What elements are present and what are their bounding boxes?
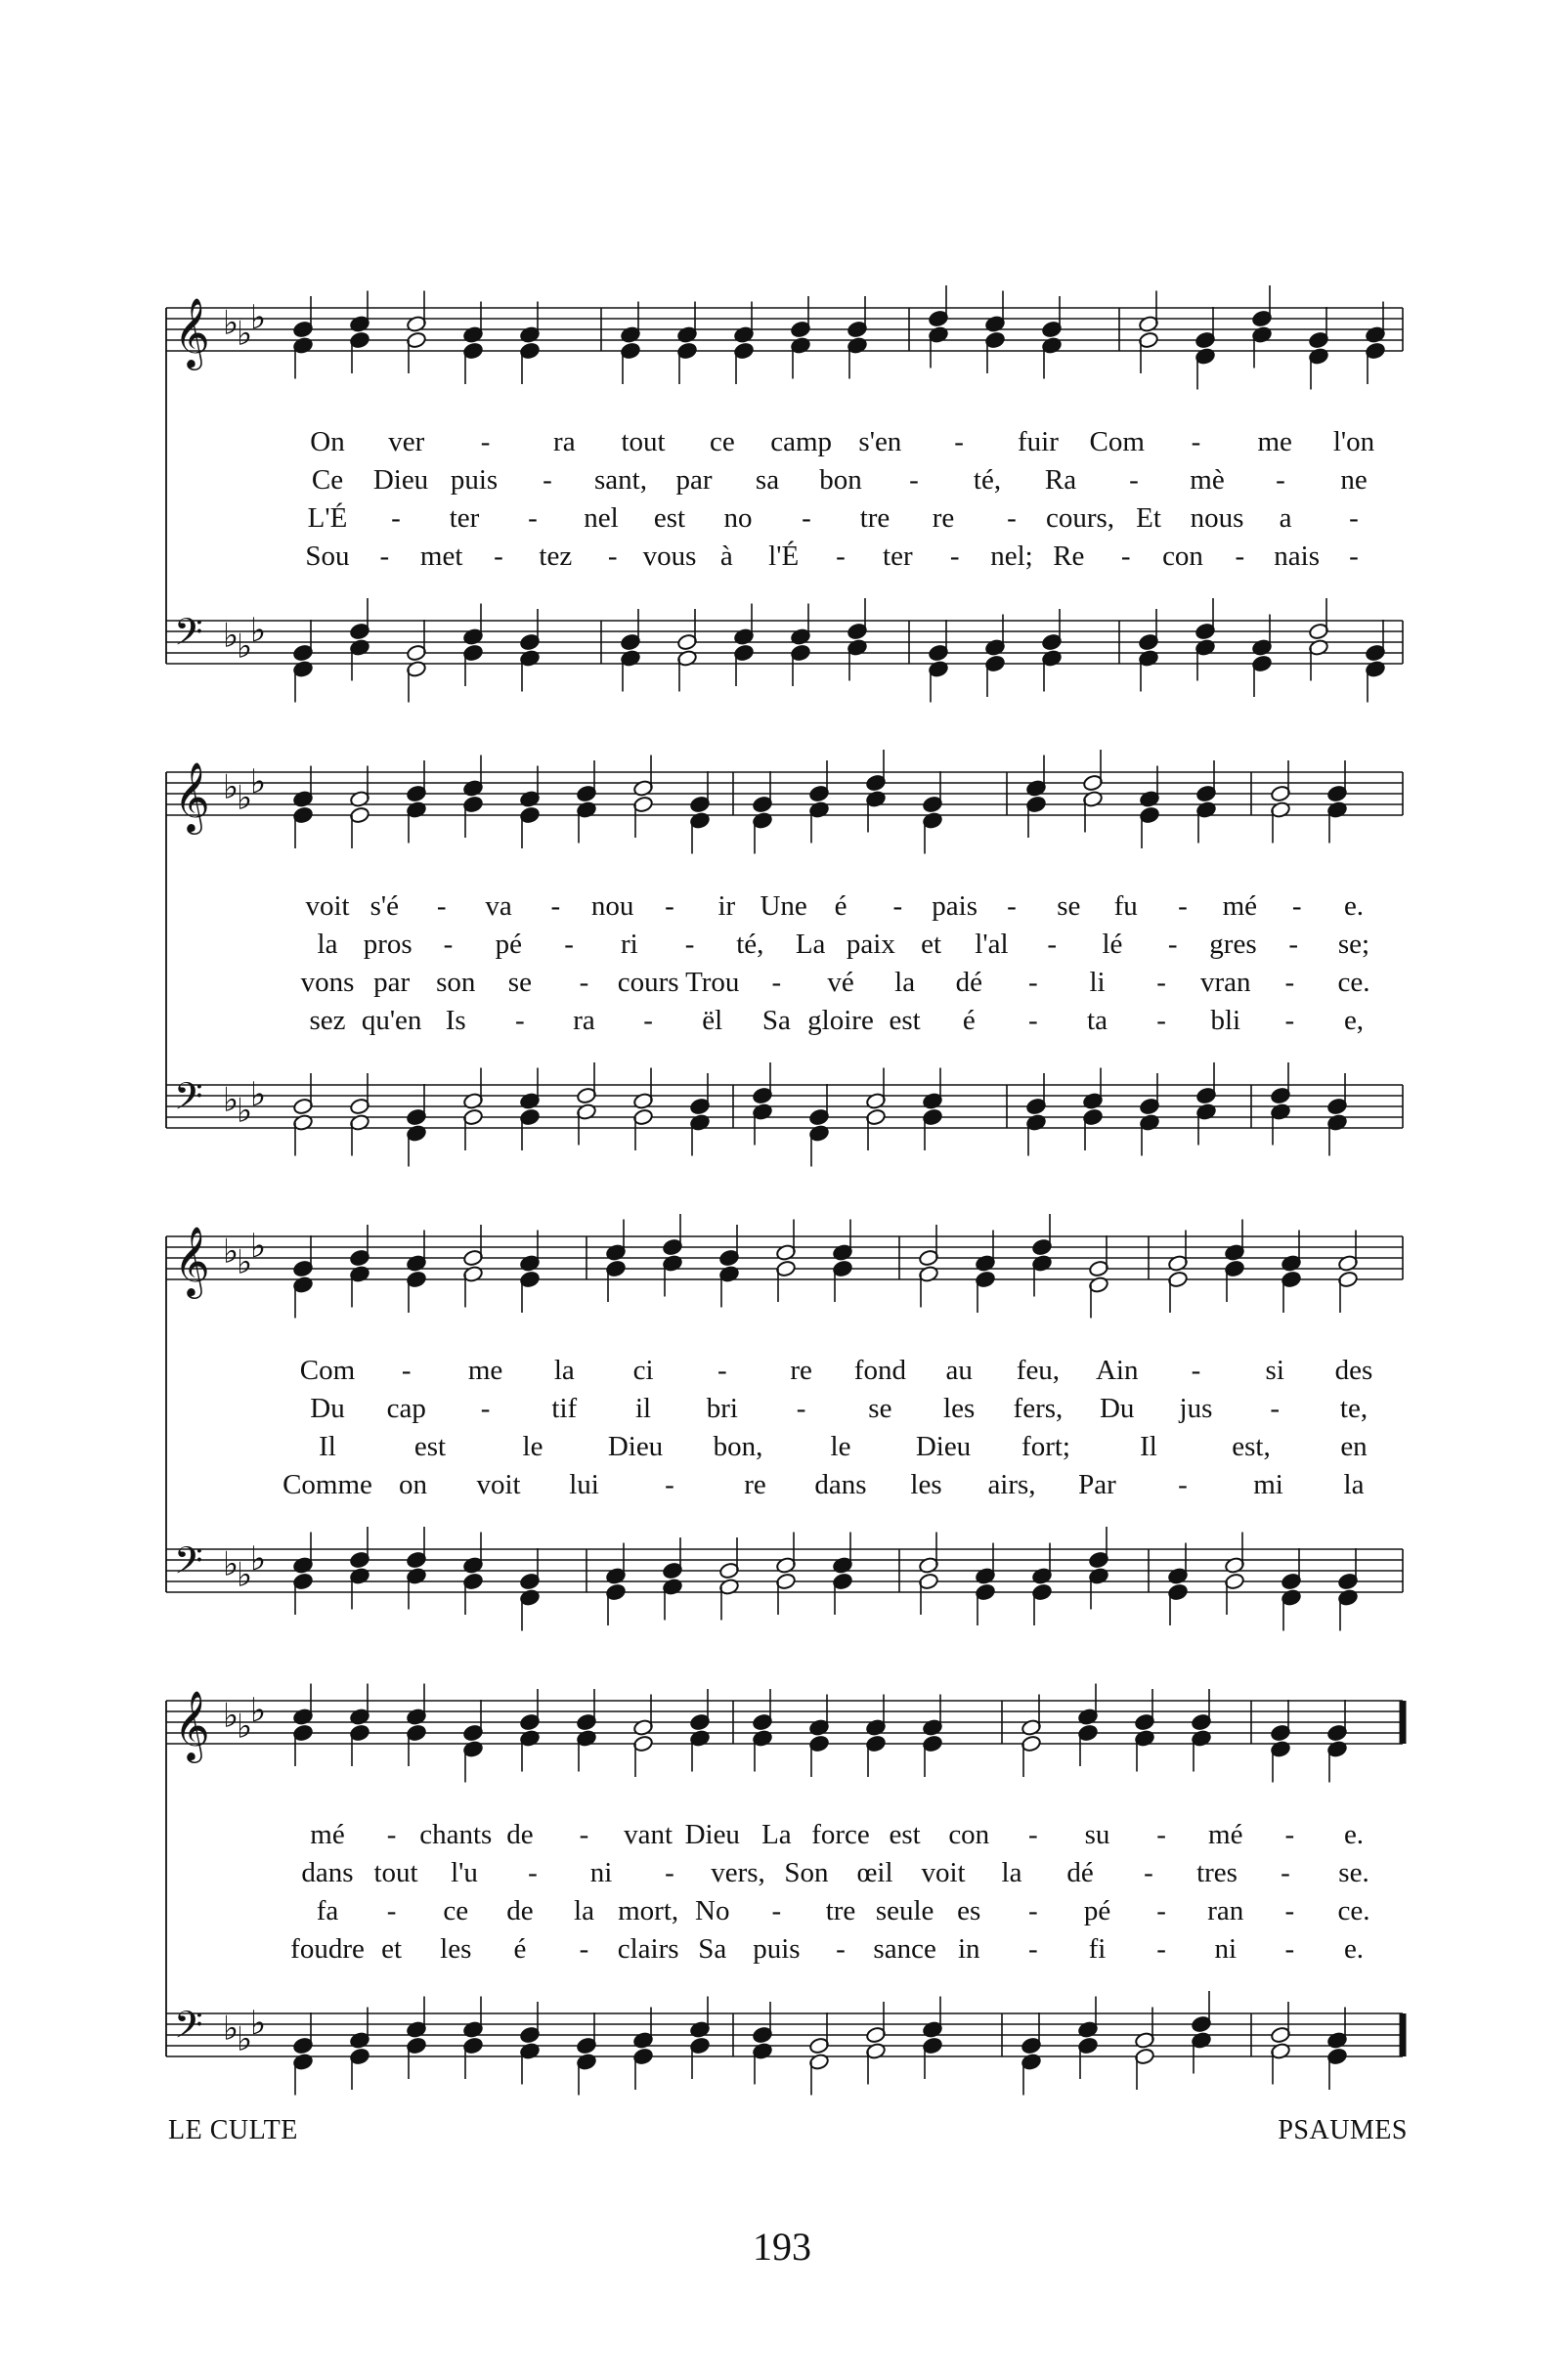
lyric-syllable: voit <box>921 1857 966 1888</box>
clef-icon: 𝄞 <box>174 296 210 368</box>
lyric-syllable: - <box>836 1933 846 1965</box>
lyric-syllable: - <box>665 890 674 922</box>
lyric-syllable: - <box>771 967 782 998</box>
clef-icon: 𝄞 <box>174 1225 210 1296</box>
lyric-syllable: - <box>550 890 561 922</box>
lyric-syllable: la <box>894 967 916 998</box>
lyric-syllable: mé <box>310 1819 345 1850</box>
lyric-syllable: ver <box>388 426 425 457</box>
lyric-syllable: ne <box>1340 464 1368 496</box>
lyric-syllable: - <box>401 1355 412 1386</box>
lyric-syllable: nel; <box>990 541 1033 572</box>
lyric-syllable: ci <box>632 1355 654 1386</box>
flat-sign-icon: ♭ <box>237 1091 253 1131</box>
lyric-syllable: - <box>1167 929 1178 960</box>
lyric-syllable: l'on <box>1332 426 1375 457</box>
lyric-syllable: vers, <box>711 1857 765 1888</box>
lyric-syllable: les <box>943 1393 976 1424</box>
lyric-syllable: nous <box>1190 502 1244 534</box>
lyric-syllable: re <box>932 502 955 534</box>
lyric-syllable: bri <box>706 1393 738 1424</box>
lyric-syllable: Sa <box>698 1933 727 1965</box>
lyric-syllable: Ce <box>311 464 344 496</box>
lyric-syllable: in <box>957 1933 980 1965</box>
lyric-syllable: tif <box>551 1393 578 1424</box>
lyric-syllable: est <box>413 1431 447 1462</box>
lyric-syllable: tout <box>373 1857 418 1888</box>
lyric-syllable: Re <box>1053 541 1085 572</box>
lyric-syllable: - <box>436 890 447 922</box>
lyric-syllable: s'en <box>858 426 902 457</box>
lyric-syllable: me <box>1257 426 1292 457</box>
page-number: 193 <box>753 2225 811 2269</box>
lyric-syllable: a <box>1279 502 1292 534</box>
lyric-syllable: - <box>1129 464 1139 496</box>
lyric-syllable: - <box>1047 929 1058 960</box>
lyric-syllable: - <box>1156 1819 1166 1850</box>
lyric-syllable: dé <box>955 967 982 998</box>
lyrics-block <box>0 1212 1564 1681</box>
lyric-syllable: ce. <box>1337 1895 1370 1926</box>
lyric-syllable: Sou <box>305 541 350 572</box>
lyric-syllable: fa <box>316 1895 339 1926</box>
lyrics-block <box>0 283 1564 753</box>
flat-sign-icon: ♭ <box>223 2009 239 2049</box>
lyric-syllable: voit <box>305 890 350 922</box>
flat-sign-icon: ♭ <box>237 778 253 818</box>
lyric-syllable: ra <box>573 1005 595 1036</box>
lyric-syllable: Et <box>1136 502 1161 534</box>
flat-sign-icon: ♭ <box>223 616 239 656</box>
lyric-syllable: mi <box>1253 1469 1283 1500</box>
lyric-syllable: - <box>494 541 503 572</box>
lyric-syllable: est <box>653 502 686 534</box>
lyric-syllable: pé <box>1083 1895 1111 1926</box>
lyric-syllable: la <box>317 929 338 960</box>
lyric-syllable: nel <box>584 502 619 534</box>
lyric-syllable: la <box>553 1355 575 1386</box>
lyric-syllable: la <box>1343 1469 1365 1500</box>
flat-sign-icon: ♭ <box>250 1691 267 1730</box>
lyric-syllable: ce <box>443 1895 469 1926</box>
lyric-syllable: é <box>962 1005 976 1036</box>
lyric-syllable: bli <box>1210 1005 1241 1036</box>
lyric-syllable: fort; <box>1021 1431 1070 1462</box>
flat-sign-icon: ♭ <box>237 627 253 667</box>
lyric-syllable: - <box>528 1857 538 1888</box>
lyric-syllable: ter <box>449 502 480 534</box>
lyric-syllable: tout <box>621 426 666 457</box>
lyric-syllable: La <box>795 929 826 960</box>
lyric-syllable: L'É <box>307 502 348 534</box>
lyric-syllable: ce. <box>1337 967 1370 998</box>
flat-sign-icon: ♭ <box>223 1696 239 1736</box>
music-system-3 <box>0 1212 1564 1681</box>
lyric-syllable: lui <box>569 1469 599 1500</box>
lyric-syllable: ran <box>1207 1895 1244 1926</box>
lyric-syllable: - <box>579 1819 589 1850</box>
lyric-syllable: fuir <box>1017 426 1059 457</box>
lyric-syllable: - <box>643 1005 653 1036</box>
lyric-syllable: - <box>954 426 964 457</box>
lyric-syllable: su <box>1084 1819 1110 1850</box>
lyric-syllable: con <box>948 1819 990 1850</box>
flat-sign-icon: ♭ <box>223 1080 239 1120</box>
lyric-syllable: é <box>513 1933 527 1965</box>
lyric-syllable: - <box>1284 967 1295 998</box>
lyric-syllable: - <box>1349 502 1359 534</box>
footer-section-right: PSAUMES <box>1278 2115 1408 2145</box>
lyric-syllable: chants <box>419 1819 493 1850</box>
lyric-syllable: puis <box>450 464 499 496</box>
lyric-syllable: ni <box>589 1857 613 1888</box>
lyric-syllable: - <box>515 1005 525 1036</box>
lyric-syllable: les <box>440 1933 472 1965</box>
lyric-syllable: - <box>1191 1355 1201 1386</box>
lyric-syllable: e. <box>1343 1819 1365 1850</box>
lyric-syllable: sance <box>873 1933 936 1965</box>
lyric-syllable: vous <box>642 541 697 572</box>
music-system-1 <box>0 283 1564 753</box>
clef-icon: 𝄞 <box>174 760 210 832</box>
lyric-syllable: - <box>1281 1857 1290 1888</box>
lyric-syllable: - <box>949 541 960 572</box>
flat-sign-icon: ♭ <box>223 303 239 343</box>
lyric-syllable: dans <box>301 1857 354 1888</box>
lyric-syllable: seule <box>875 1895 934 1926</box>
lyric-syllable: Par <box>1078 1469 1116 1500</box>
lyric-syllable: - <box>1156 1933 1166 1965</box>
lyric-syllable: - <box>386 1895 397 1926</box>
lyric-syllable: Sa <box>761 1005 791 1036</box>
lyric-syllable: Dieu <box>607 1431 664 1462</box>
lyric-syllable: est <box>889 1819 921 1850</box>
lyric-syllable: met <box>419 541 463 572</box>
lyric-syllable: - <box>684 929 695 960</box>
lyric-syllable: e. <box>1343 890 1365 922</box>
lyric-syllable: e, <box>1343 1005 1365 1036</box>
lyric-syllable: ta <box>1087 1005 1108 1036</box>
lyric-syllable: puis <box>753 1933 801 1965</box>
lyric-syllable: - <box>1156 1895 1166 1926</box>
lyric-syllable: sa <box>755 464 780 496</box>
lyric-syllable: vé <box>827 967 854 998</box>
lyric-syllable: - <box>386 1819 397 1850</box>
lyric-syllable: ni <box>1214 1933 1238 1965</box>
lyric-syllable: re <box>790 1355 812 1386</box>
lyric-syllable: - <box>1178 890 1188 922</box>
lyric-syllable: des <box>1334 1355 1373 1386</box>
lyric-syllable: - <box>802 502 811 534</box>
lyric-syllable: - <box>480 1393 491 1424</box>
lyric-syllable: Is <box>445 1005 466 1036</box>
flat-sign-icon: ♭ <box>237 1707 253 1747</box>
lyric-syllable: le <box>830 1431 851 1462</box>
lyric-syllable: mè <box>1190 464 1225 496</box>
lyric-syllable: On <box>310 426 345 457</box>
lyric-syllable: ra <box>553 426 576 457</box>
flat-sign-icon: ♭ <box>250 1075 267 1114</box>
flat-sign-icon: ♭ <box>250 1539 267 1579</box>
lyric-syllable: vons <box>300 967 355 998</box>
lyric-syllable: cap <box>386 1393 426 1424</box>
lyric-syllable: - <box>528 502 538 534</box>
lyric-syllable: Comme <box>282 1469 372 1500</box>
lyric-syllable: fers, <box>1013 1393 1064 1424</box>
lyric-syllable: Il <box>1140 1431 1157 1462</box>
lyric-syllable: Dieu <box>684 1819 740 1850</box>
lyric-syllable: œil <box>856 1857 893 1888</box>
lyric-syllable: - <box>1028 1005 1038 1036</box>
lyric-syllable: pros <box>363 929 413 960</box>
lyric-syllable: - <box>1028 1895 1038 1926</box>
clef-icon: 𝄢 <box>174 1538 203 1591</box>
lyric-syllable: par <box>675 464 713 496</box>
music-system-4 <box>0 1676 1564 2145</box>
lyric-syllable: - <box>1191 426 1201 457</box>
lyric-syllable: nais <box>1274 541 1321 572</box>
lyric-syllable: le <box>522 1431 543 1462</box>
lyric-syllable: Il <box>319 1431 336 1462</box>
lyric-syllable: foudre <box>290 1933 365 1965</box>
lyric-syllable: est <box>889 1005 921 1036</box>
lyric-syllable: clairs <box>617 1933 679 1965</box>
lyric-syllable: Com <box>299 1355 356 1386</box>
lyric-syllable: - <box>892 890 903 922</box>
clef-icon: 𝄞 <box>174 1689 210 1760</box>
lyrics-block <box>0 748 1564 1217</box>
lyric-syllable: - <box>1284 1005 1295 1036</box>
lyric-syllable: fond <box>853 1355 906 1386</box>
lyric-syllable: paix <box>846 929 895 960</box>
lyric-syllable: son <box>436 967 476 998</box>
lyric-syllable: - <box>665 1857 674 1888</box>
lyric-syllable: Du <box>310 1393 345 1424</box>
lyric-syllable: mé <box>1208 1819 1243 1850</box>
lyric-syllable: lé <box>1102 929 1123 960</box>
lyric-syllable: Une <box>760 890 807 922</box>
lyric-syllable: - <box>1284 1933 1295 1965</box>
lyric-syllable: force <box>811 1819 870 1850</box>
lyric-syllable: Trou <box>685 967 740 998</box>
lyric-syllable: Ain <box>1095 1355 1139 1386</box>
lyric-syllable: - <box>564 929 574 960</box>
lyric-syllable: tre <box>859 502 891 534</box>
lyric-syllable: tre <box>825 1895 856 1926</box>
lyric-syllable: l'u <box>451 1857 478 1888</box>
lyric-syllable: au <box>945 1355 973 1386</box>
lyric-syllable: cours, <box>1045 502 1115 534</box>
lyric-syllable: Com <box>1089 426 1145 457</box>
lyric-syllable: si <box>1265 1355 1284 1386</box>
lyric-syllable: - <box>1028 967 1038 998</box>
lyric-syllable: ter <box>883 541 913 572</box>
lyric-syllable: de <box>506 1895 534 1926</box>
lyric-syllable: ël <box>702 1005 723 1036</box>
lyric-syllable: vant <box>624 1819 673 1850</box>
lyric-syllable: con <box>1162 541 1203 572</box>
lyric-syllable: va <box>485 890 512 922</box>
flat-sign-icon: ♭ <box>250 762 267 801</box>
lyric-syllable: est, <box>1232 1431 1271 1462</box>
lyric-syllable: Du <box>1099 1393 1135 1424</box>
lyric-syllable: Dieu <box>915 1431 972 1462</box>
lyric-syllable: - <box>1120 541 1131 572</box>
lyric-syllable: ir <box>717 890 736 922</box>
flat-sign-icon: ♭ <box>223 1544 239 1584</box>
lyric-syllable: cours <box>617 967 679 998</box>
flat-sign-icon: ♭ <box>237 1555 253 1595</box>
lyric-syllable: fu <box>1113 890 1138 922</box>
lyric-syllable: de <box>506 1819 534 1850</box>
lyric-syllable: la <box>574 1895 594 1926</box>
lyric-syllable: - <box>1156 967 1166 998</box>
lyric-syllable: - <box>1284 1895 1295 1926</box>
lyric-syllable: - <box>796 1393 806 1424</box>
lyric-syllable: - <box>1007 502 1017 534</box>
lyric-syllable: - <box>909 464 919 496</box>
clef-icon: 𝄢 <box>174 1074 203 1127</box>
lyric-syllable: no <box>723 502 753 534</box>
lyric-syllable: fi <box>1088 1933 1107 1965</box>
lyric-syllable: e. <box>1343 1933 1365 1965</box>
lyric-syllable: - <box>771 1895 782 1926</box>
lyric-syllable: - <box>717 1355 727 1386</box>
lyric-syllable: No <box>695 1895 730 1926</box>
lyric-syllable: - <box>607 541 618 572</box>
lyric-syllable: é <box>834 890 847 922</box>
lyric-syllable: - <box>1156 1005 1166 1036</box>
lyric-syllable: - <box>480 426 491 457</box>
lyric-syllable: pé <box>495 929 522 960</box>
clef-icon: 𝄢 <box>174 2003 203 2055</box>
lyric-syllable: pais <box>932 890 978 922</box>
music-system-2 <box>0 748 1564 1217</box>
flat-sign-icon: ♭ <box>237 314 253 354</box>
lyric-syllable: Ra <box>1044 464 1077 496</box>
lyric-syllable: la <box>1001 1857 1022 1888</box>
lyric-syllable: se; <box>1337 929 1370 960</box>
lyric-syllable: qu'en <box>361 1005 422 1036</box>
lyric-syllable: se <box>1057 890 1081 922</box>
lyric-syllable: té, <box>736 929 764 960</box>
lyric-syllable: - <box>579 1933 589 1965</box>
flat-sign-icon: ♭ <box>250 298 267 337</box>
lyric-syllable: - <box>543 464 552 496</box>
lyric-syllable: tez <box>539 541 573 572</box>
flat-sign-icon: ♭ <box>250 611 267 650</box>
lyric-syllable: re <box>744 1469 766 1500</box>
lyric-syllable: on <box>399 1469 427 1500</box>
lyric-syllable: il <box>635 1393 652 1424</box>
lyric-syllable: sez <box>309 1005 346 1036</box>
lyric-syllable: camp <box>770 426 833 457</box>
lyric-syllable: - <box>665 1469 674 1500</box>
lyric-syllable: - <box>1284 1819 1295 1850</box>
lyric-syllable: s'é <box>369 890 400 922</box>
lyric-syllable: - <box>1276 464 1285 496</box>
flat-sign-icon: ♭ <box>237 2019 253 2059</box>
lyric-syllable: vran <box>1199 967 1251 998</box>
lyric-syllable: li <box>1089 967 1106 998</box>
lyric-syllable: nou <box>590 890 634 922</box>
lyrics-block <box>0 1676 1564 2145</box>
lyric-syllable: en <box>1340 1431 1368 1462</box>
clef-icon: 𝄢 <box>174 610 203 663</box>
lyric-syllable: se. <box>1338 1857 1369 1888</box>
lyric-syllable: - <box>1028 1933 1038 1965</box>
flat-sign-icon: ♭ <box>223 1232 239 1272</box>
lyric-syllable: - <box>1291 890 1302 922</box>
lyric-syllable: - <box>579 967 589 998</box>
footer-section-left: LE CULTE <box>168 2115 298 2145</box>
lyric-syllable: feu, <box>1016 1355 1061 1386</box>
lyric-syllable: - <box>1007 890 1017 922</box>
lyric-syllable: - <box>1178 1469 1188 1500</box>
lyric-syllable: et <box>921 929 942 960</box>
lyric-syllable: jus <box>1179 1393 1213 1424</box>
lyric-syllable: - <box>1270 1393 1281 1424</box>
lyric-syllable: sant, <box>594 464 647 496</box>
lyric-syllable: les <box>910 1469 942 1500</box>
lyric-syllable: - <box>836 541 846 572</box>
lyric-syllable: dans <box>814 1469 867 1500</box>
flat-sign-icon: ♭ <box>223 767 239 807</box>
lyric-syllable: à <box>719 541 733 572</box>
lyric-syllable: mé <box>1222 890 1258 922</box>
lyric-syllable: gres <box>1209 929 1257 960</box>
lyric-syllable: - <box>1028 1819 1038 1850</box>
lyric-syllable: se <box>507 967 532 998</box>
flat-sign-icon: ♭ <box>250 2004 267 2043</box>
flat-sign-icon: ♭ <box>237 1242 253 1282</box>
lyric-syllable: dé <box>1066 1857 1094 1888</box>
lyric-syllable: mort, <box>618 1895 679 1926</box>
lyric-syllable: airs, <box>987 1469 1036 1500</box>
lyric-syllable: te, <box>1339 1393 1368 1424</box>
lyric-syllable: me <box>467 1355 503 1386</box>
lyric-syllable: té, <box>973 464 1002 496</box>
lyric-syllable: La <box>761 1819 792 1850</box>
lyric-syllable: - <box>391 502 401 534</box>
lyric-syllable: bon <box>819 464 862 496</box>
lyric-syllable: - <box>1349 541 1359 572</box>
lyric-syllable: voit <box>476 1469 521 1500</box>
lyric-syllable: se <box>868 1393 892 1424</box>
lyric-syllable: Dieu <box>372 464 429 496</box>
lyric-syllable: et <box>381 1933 403 1965</box>
lyric-syllable: - <box>379 541 390 572</box>
flat-sign-icon: ♭ <box>250 1227 267 1266</box>
lyric-syllable: Son <box>784 1857 829 1888</box>
lyric-syllable: ri <box>620 929 638 960</box>
lyric-syllable: par <box>373 967 411 998</box>
lyric-syllable: tres <box>1196 1857 1238 1888</box>
lyric-syllable: es <box>957 1895 981 1926</box>
lyric-syllable: - <box>443 929 454 960</box>
lyric-syllable: bon, <box>713 1431 763 1462</box>
lyric-syllable: ce <box>709 426 735 457</box>
lyric-syllable: - <box>1288 929 1299 960</box>
lyric-syllable: - <box>1144 1857 1153 1888</box>
lyric-syllable: l'al <box>975 929 1009 960</box>
lyric-syllable: gloire <box>807 1005 874 1036</box>
lyric-syllable: l'É <box>768 541 800 572</box>
lyric-syllable: - <box>1235 541 1245 572</box>
